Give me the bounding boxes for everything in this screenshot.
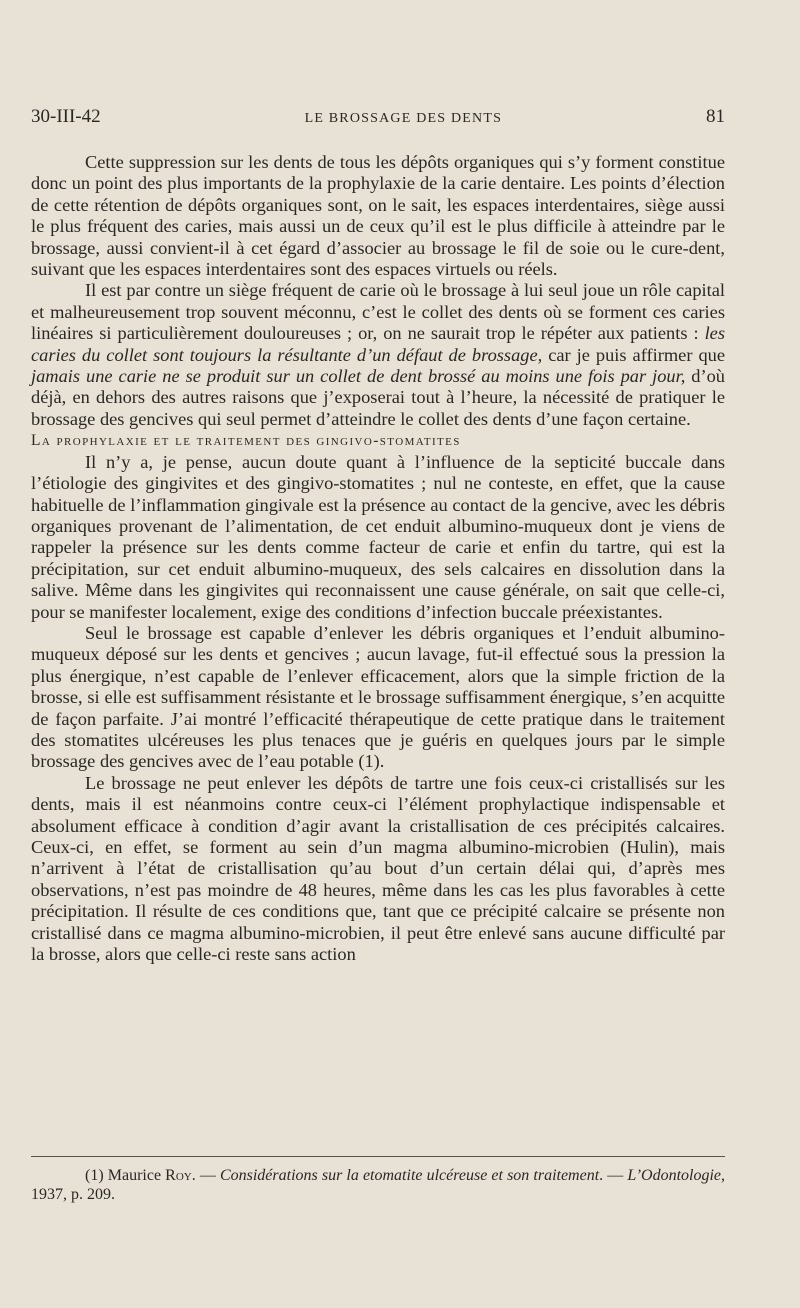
header-title: LE BROSSAGE DES DENTS	[304, 111, 503, 126]
footnote-dash-1: . —	[191, 1167, 220, 1184]
footnote-journal: L’Odontologie	[627, 1167, 722, 1184]
paragraph-1: Cette suppression sur les dents de tous les dépôts organiques qui s’y forment constitue donc un point des plus importants de la prophylaxie de la carie dentaire. Les points d’élection de cette rétention de dépôts organiques sont, on le sait, les espaces interdentaires, siège aussi le plus fréquent des caries, mais aussi un de ceux qu’il est le plus difficile à atteindre par le brossage, aussi convient-il à cet égard d’associer au brossage le fil de soie ou le cure-dent, suivant que les espaces interdentaires sont des espaces virtuels ou réels.	[31, 152, 725, 280]
footnote	[31, 1166, 725, 1204]
paragraph-2-emphasis-2: jamais une carie ne se produit sur un collet de dent brossé au moins une fois par jour,	[31, 366, 686, 387]
paragraph-2-text-a: Il est par contre un siège fréquent de carie où le brossage à lui seul joue un rôle capital et malheureusement trop souvent méconnu, c’est le collet des dents où se forment ces caries linéaires si particulièrement douloureuses ; or, on ne saurait trop le répéter aux patients :	[31, 280, 725, 344]
footnote-divider	[31, 1156, 725, 1157]
footnote-marker: (1) Maurice	[85, 1167, 166, 1184]
footnote-citation: , 1937, p. 209.	[31, 1167, 726, 1203]
running-header	[31, 106, 725, 128]
paragraph-2	[31, 280, 725, 430]
paragraph-2-emphasis-1: les caries du collet sont toujours la résultante d’un défaut de brossage,	[31, 323, 725, 365]
footnote-dash-2: . —	[599, 1167, 628, 1184]
body-text	[31, 152, 725, 965]
footnote-title: Considérations sur la etomatite ulcéreuse et son traitement	[219, 1167, 600, 1184]
footnote-author: Roy	[165, 1167, 192, 1184]
section-heading: La prophylaxie et le traitement des gingivo-stomatites	[31, 432, 461, 450]
page-number: 81	[705, 106, 725, 127]
paragraph-4: Seul le brossage est capable d’enlever les débris organiques et l’enduit albumino-muqueux déposé sur les dents et gencives ; aucun lavage, fut-il effectué sous la pression la plus énergique, n’est capable de l’enlever efficacement, alors que la simple friction de la brosse, si elle est suffisamment résistante et le brossage suffisamment énergique, s’en acquitte de façon parfaite. J’ai montré l’efficacité thérapeutique de cette pratique dans le traitement des stomatites ulcéreuses les plus tenaces que je guéris en quelques jours par le simple brossage des gencives avec de l’eau potable (1).	[31, 622, 725, 772]
header-date: 30-III-42	[31, 106, 101, 127]
paragraph-2-text-c: d’où déjà, en dehors des autres raisons que j’exposerai tout à l’heure, la nécessité de pratiquer le brossage des gencives qui seul permet d’atteindre le collet des dents d’une façon certaine.	[31, 366, 726, 429]
paragraph-2-text-b: car je puis affirmer que	[542, 344, 725, 365]
paragraph-5: Le brossage ne peut enlever les dépôts de tartre une fois ceux-ci cristallisés sur les dents, mais il est néanmoins contre ceux-ci l’élément prophylactique indispensable et absolument efficace à condition d’agir avant la cristallisation de ces précipités calcaires. Ceux-ci, en effet, se forment au sein d’un magma albumino-microbien (Hulin), mais n’arrivent à l’état de cristallisation qu’au bout d’un certain délai qui, d’après mes observations, n’est pas moindre de 48 heures, même dans les cas les plus favorables à cette précipitation. Il résulte de ces conditions que, tant que ce précipité calcaire se présente non cristallisé dans ce magma albumino-microbien, il peut être enlevé sans aucune difficulté par la brosse, alors que celle-ci reste sans action	[31, 772, 725, 965]
footnote-text	[31, 1166, 725, 1204]
paragraph-3: Il n’y a, je pense, aucun doute quant à l’influence de la septicité buccale dans l’étiologie des gingivites et des gingivo-stomatites ; nul ne conteste, en effet, que la cause habituelle de l’inflammation gingivale est la présence au contact de la gencive, avec les débris organiques provenant de l’alimentation, de cet enduit albumino-muqueux dont je viens de rappeler la présence sur les dents comme facteur de carie et enfin du tartre, qui est la précipitation, sur cet enduit albumino-muqueux, des sels calcaires en dissolution dans la salive. Même dans les gingivites qui reconnaissent une cause générale, on sait que celle-ci, pour se manifester localement, exige des conditions d’infection buccale préexistantes.	[31, 451, 725, 622]
